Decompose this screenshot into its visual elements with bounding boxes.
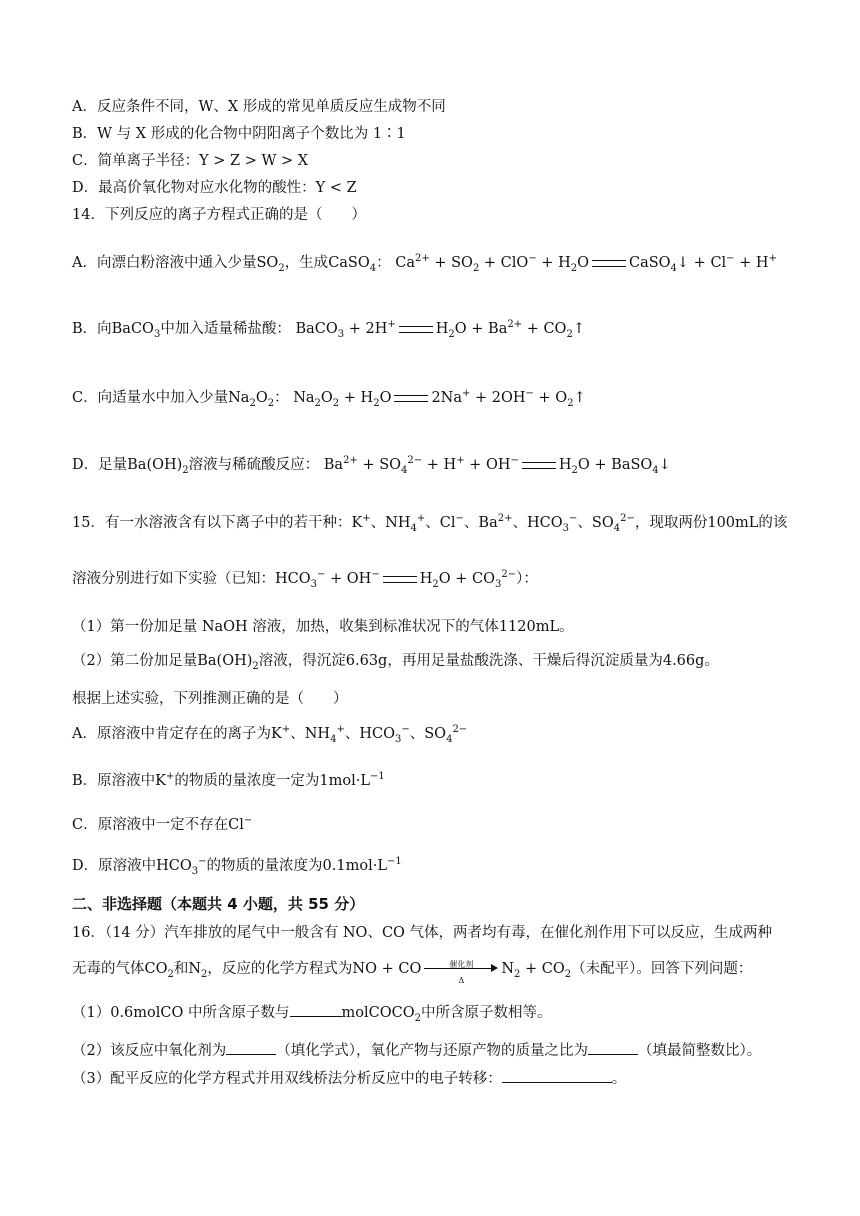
q15-d-text: D．原溶液中	[72, 858, 157, 874]
q15-option-d: D．原溶液中$HCO_3^-$的物质的量浓度为$0.1mol\cdot L^{-1}$	[72, 856, 402, 877]
q15-d-value: 0.1mol·L	[322, 858, 387, 874]
q15-stem-text: 15．有一水溶液含有以下离子中的若干种：	[72, 515, 352, 531]
q14-option-c: C．向适量水中加入少量$Na_2O_2$： $Na_2O_2 + H_2O$ $2Na^+ + 2OH^- + O_2↑$	[72, 388, 586, 409]
q15-experiment-1	[72, 617, 574, 637]
q15-exp2-mass2: 4.66g	[662, 653, 705, 669]
q16-p2-mid: （填化学式），氧化产物与还原产物的质量之比为	[276, 1043, 588, 1059]
q15-exp2-mid2: ，再用足量盐酸洗涤、干燥后得沉淀质量为	[387, 653, 663, 669]
q14-c-equation: $Na_2O_2 + H_2O$ $2Na^+ + 2OH^- + O_2↑$	[293, 388, 586, 409]
q15-stem-line1: 15．有一水溶液含有以下离子中的若干种：K+、$NH_4^+$、Cl−、$Ba^{2+}$、$HCO_3^-$、$SO_4^{2-}$，现取两份100mL的该	[72, 513, 788, 534]
q16-stem2-text: 无毒的气体	[72, 961, 145, 977]
q14-c-text: C．向适量水中加入少量	[72, 390, 229, 406]
q15-stem-line2: 溶液分别进行如下实验（已知：$HCO_3^- + OH^-$ $H_2O + CO_3^{2-}$）：	[72, 569, 538, 590]
q15-a-text: A．原溶液中肯定存在的离子为	[72, 726, 271, 742]
q14-option-a: A．向漂白粉溶液中通入少量$SO_2$，生成CaSO$_4$： $Ca^{2+} + SO_2 + ClO^- + H_2O$ CaSO$_4$↓ + Cl− + H+	[72, 253, 777, 274]
q13-option-a: A．反应条件不同，W、X 形成的常见单质反应生成物不同	[72, 99, 446, 115]
q15-stem-end: 的该	[758, 515, 788, 531]
catalyst-label: 催化剂	[449, 960, 474, 969]
q15-exp1-text: （1）第一份加足量 NaOH 溶液，加热，收集到标准状况下的气体	[72, 619, 499, 635]
q16-p2-text: （2）该反应中氧化剂为	[72, 1043, 227, 1059]
q14-a-colon: ：	[376, 255, 391, 271]
q15-exp1-end: 。	[559, 619, 574, 635]
q16-stem2-and: 和	[173, 961, 189, 977]
q15-exp1-volume: 1120mL	[498, 619, 560, 635]
answer-blank-4[interactable]	[502, 1068, 612, 1083]
q15-b-text: B．原溶液中	[72, 773, 156, 789]
answer-blank-1[interactable]	[290, 1002, 342, 1017]
q15-exp2-end: 。	[704, 653, 719, 669]
q15-exp2-mid: 溶液，得沉淀	[258, 653, 346, 669]
q16-stem-line1: 16．（14 分）汽车排放的尾气中一般含有 NO、CO 气体，两者均有毒，在催化剂作用下可以反应，生成两种	[72, 925, 773, 941]
q15-question: 根据上述实验，下列推测正确的是（ ）	[72, 691, 348, 707]
q15-exp2-text: （2）第二份加足量	[72, 653, 198, 669]
q14-d-mid: 溶液与稀硫酸反应：	[188, 457, 320, 473]
q13-option-d: D．最高价氧化物对应水化物的酸性：Y < Z	[72, 180, 357, 196]
q16-p2-end: （填最简整数比）。	[637, 1043, 762, 1059]
q14-c-colon: ：	[274, 390, 289, 406]
q13-option-c: C．简单离子半径：Y > Z > W > X	[72, 153, 309, 169]
q16-part-2	[72, 1040, 761, 1061]
q15-volume: 100mL	[707, 515, 759, 531]
q16-part-1: （1）0.6molCO 中所含原子数与 molCOCO$_2$中所含原子数相等。	[72, 1002, 551, 1023]
q16-stem2-mid: ，反应的化学方程式为	[207, 961, 353, 977]
q15-c-text: C．原溶液中一定不存在	[72, 817, 229, 833]
q14-stem: 14．下列反应的离子方程式正确的是（ ）	[72, 207, 366, 223]
q15-d-mid: 的物质的量浓度为	[206, 858, 323, 874]
reaction-arrow	[424, 959, 498, 985]
q14-b-text: B．向	[72, 321, 112, 337]
q16-p1-text: （1）0.6molCO 中所含原子数与	[72, 1005, 290, 1021]
q16-part-3	[72, 1068, 626, 1089]
q15-stem-tail: ，现取两份	[634, 515, 708, 531]
q13-option-b: B．W 与 X 形成的化合物中阴阳离子个数比为 1∶1	[72, 126, 406, 142]
q15-option-a: A．原溶液中肯定存在的离子为K+、$NH_4^+$、$HCO_3^-$、$SO_4^{2-}$	[72, 724, 468, 745]
answer-blank-3[interactable]	[588, 1040, 638, 1055]
q16-p3-text: （3）配平反应的化学方程式并用双线桥法分析反应中的电子转移：	[72, 1071, 502, 1087]
q16-stem-line2: 无毒的气体$CO_2$和$N_2$，反应的化学方程式为NO + CO 催化剂 Δ $N_2 + CO_2$（未配平）。回答下列问题：	[72, 959, 752, 979]
q14-b-mid: 中加入适量稀盐酸：	[160, 321, 291, 337]
q16-p3-end: 。	[611, 1071, 627, 1087]
q14-d-equation: $Ba^{2+} + SO_4^{2-} + H^+ + OH^-$ $H_2O$ + BaSO$_4$↓	[323, 455, 671, 476]
q14-option-d: D．足量$Ba(OH)_2$溶液与稀硫酸反应： $Ba^{2+} + SO_4^{2-} + H^+ + OH^-$ $H_2O$ + BaSO$_4$↓	[72, 455, 671, 476]
q15-option-b: B．原溶液中K+的物质的量浓度一定为$1mol\cdot L^{-1}$	[72, 771, 385, 789]
answer-blank-2[interactable]	[226, 1040, 276, 1055]
q15-exp2-mass1: 6.63g	[345, 653, 388, 669]
q14-a-equation: $Ca^{2+} + SO_2 + ClO^- + H_2O$ CaSO$_4$↓ + Cl− + H+	[395, 253, 777, 274]
q16-stem2-end: （未配平）。回答下列问题：	[571, 961, 753, 977]
q14-option-b: B．向BaCO$_3$中加入适量稀盐酸： BaCO$_3$ + 2H+ $H_2O + Ba^{2+}$ + $CO_2↑$	[72, 319, 585, 340]
q15-stem2-end: ）：	[516, 571, 538, 587]
q14-a-mid: ，生成	[284, 255, 329, 271]
q14-a-text: A．向漂白粉溶液中通入少量	[72, 255, 257, 271]
q15-b-value: 1mol·L	[319, 773, 370, 789]
q15-experiment-2: （2）第二份加足量$Ba(OH)_2$溶液，得沉淀6.63g，再用足量盐酸洗涤、干燥后得沉淀质量为4.66g。	[72, 653, 719, 672]
q16-p1-unit: molCOCO	[341, 1005, 415, 1021]
q15-stem2-text: 溶液分别进行如下实验（已知：	[72, 571, 275, 587]
q16-p1-end: 中所含原子数相等。	[420, 1005, 552, 1021]
heat-label: Δ	[458, 976, 465, 985]
section-2-heading: 二、非选择题（本题共 4 小题，共 55 分）	[72, 895, 365, 913]
q15-b-mid: 的物质的量浓度一定为	[174, 773, 320, 789]
q14-b-equation: BaCO$_3$ + 2H+ $H_2O + Ba^{2+}$ + $CO_2↑$	[295, 319, 585, 340]
q15-option-c: C．原溶液中一定不存在Cl−	[72, 815, 253, 833]
q14-d-text: D．足量	[72, 457, 128, 473]
